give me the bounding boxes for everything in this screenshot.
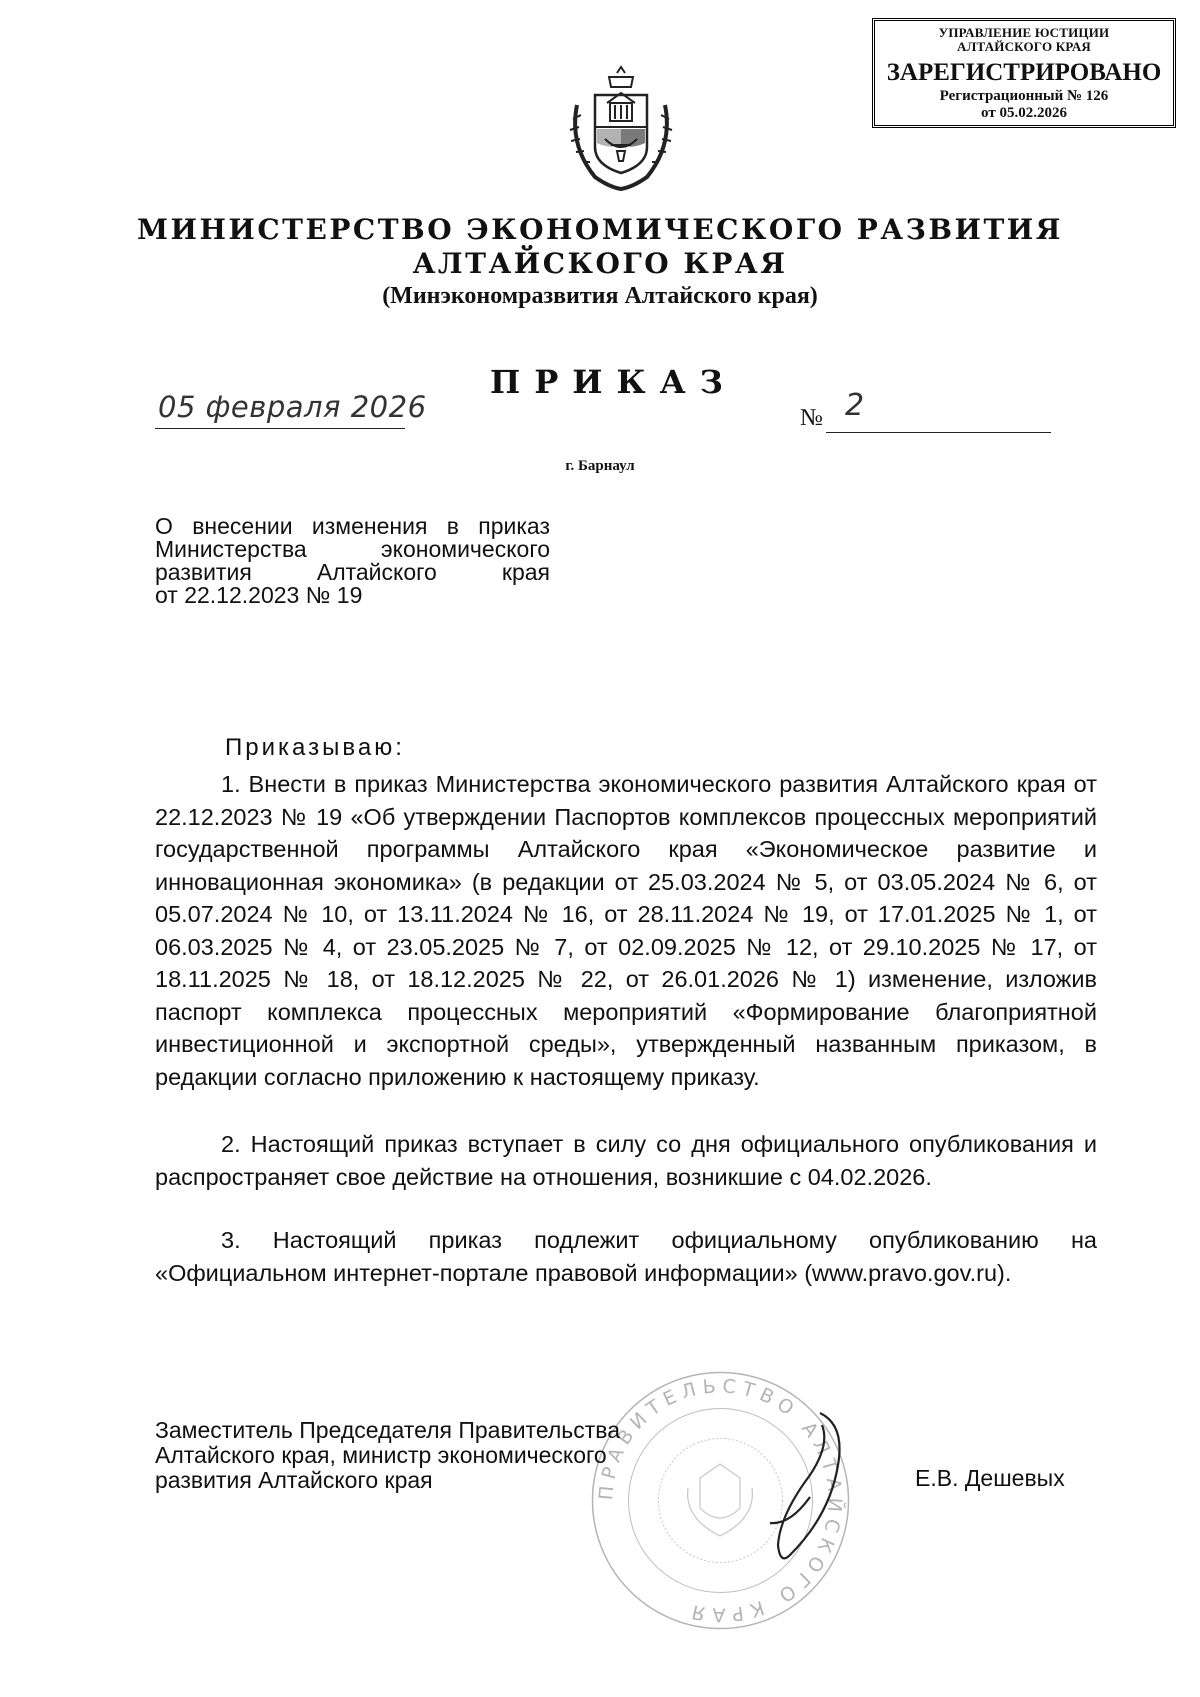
order-paragraph-3: 3. Настоящий приказ подлежит официальному опубликованию на «Официальном интернет-портале правовой информации» (www.pravo.gov.ru). [155, 1227, 1097, 1286]
stamp-org-line2: АЛТАЙСКОГО КРАЯ [957, 39, 1091, 54]
handwritten-date: 05 февраля 2026 [158, 390, 427, 424]
order-intro: Приказываю: [225, 734, 405, 761]
document-type-title: ПРИКАЗ [490, 363, 737, 401]
stamp-status: ЗАРЕГИСТРИРОВАНО [886, 59, 1162, 86]
number-label: № [800, 405, 823, 431]
ministry-name-line1: МИНИСТЕРСТВО ЭКОНОМИЧЕСКОГО РАЗВИТИЯ [137, 213, 1063, 246]
ministry-name-line2: АЛТАЙСКОГО КРАЯ [412, 247, 788, 280]
handwritten-signature-icon [750, 1405, 870, 1575]
order-paragraph-2: 2. Настоящий приказ вступает в силу со дня официального опубликования и распространяет свое действие на отношения, возникшие с 04.02.2026. [155, 1131, 1097, 1190]
subject-line: О внесении изменения в приказ [155, 513, 550, 539]
subject-line: развития Алтайского края [155, 559, 550, 585]
handwritten-number: 2 [845, 388, 865, 423]
signatory-position-line: Алтайского края, министр экономического [155, 1442, 607, 1468]
stamp-reg-number: Регистрационный № 126 [939, 88, 1109, 104]
seal-text: ПРАВИТЕЛЬСТВО АЛТАЙСКОГО КРАЯ [595, 1375, 846, 1626]
number-underline [826, 432, 1051, 433]
date-underline [155, 428, 405, 429]
signatory-position-line: развития Алтайского края [155, 1467, 433, 1493]
city: г. Барнаул [565, 458, 635, 474]
stamp-reg-date: от 05.02.2026 [981, 105, 1067, 121]
subject-line: Министерства экономического [155, 536, 550, 562]
registration-stamp [872, 18, 1176, 128]
signatory-position [155, 1418, 620, 1493]
signatory-position-line: Заместитель Председателя Правительства [155, 1417, 621, 1443]
ministry-short-name: (Минэкономразвития Алтайского края) [382, 283, 818, 309]
order-subject [155, 515, 550, 607]
subject-line: от 22.12.2023 № 19 [155, 582, 363, 608]
coat-of-arms-icon [565, 65, 677, 193]
signatory-name: Е.В. Дешевых [915, 1465, 1065, 1491]
order-paragraph-1: 1. Внести в приказ Министерства экономического развития Алтайского края от 22.12.2023 № 19 «Об утверждении Паспортов комплексов процессных мероприятий государственной программы Алтайского края «Экономическое развитие и инновационная экономика» (в редакции от 25.03.2024 № 5, от 03.05.2024 № 6, от 05.07.2024 № 10, от 13.11.2024 № 16, от 28.11.2024 № 19, от 17.01.2025 № 1, от 06.03.2025 № 4, от 23.05.2025 № 7, от 02.09.2025 № 12, от 29.10.2025 № 17, от 18.11.2025 № 18, от 18.12.2025 № 22, от 26.01.2026 № 1) изменение, изложив паспорт комплекса процессных мероприятий «Формирование благоприятной инвестиционной и экспортной среды», утвержденный названным приказом, в редакции согласно приложению к настоящему приказу. [155, 771, 1097, 1090]
stamp-organization [875, 26, 1173, 54]
stamp-org-line1: УПРАВЛЕНИЕ ЮСТИЦИИ [938, 25, 1110, 40]
